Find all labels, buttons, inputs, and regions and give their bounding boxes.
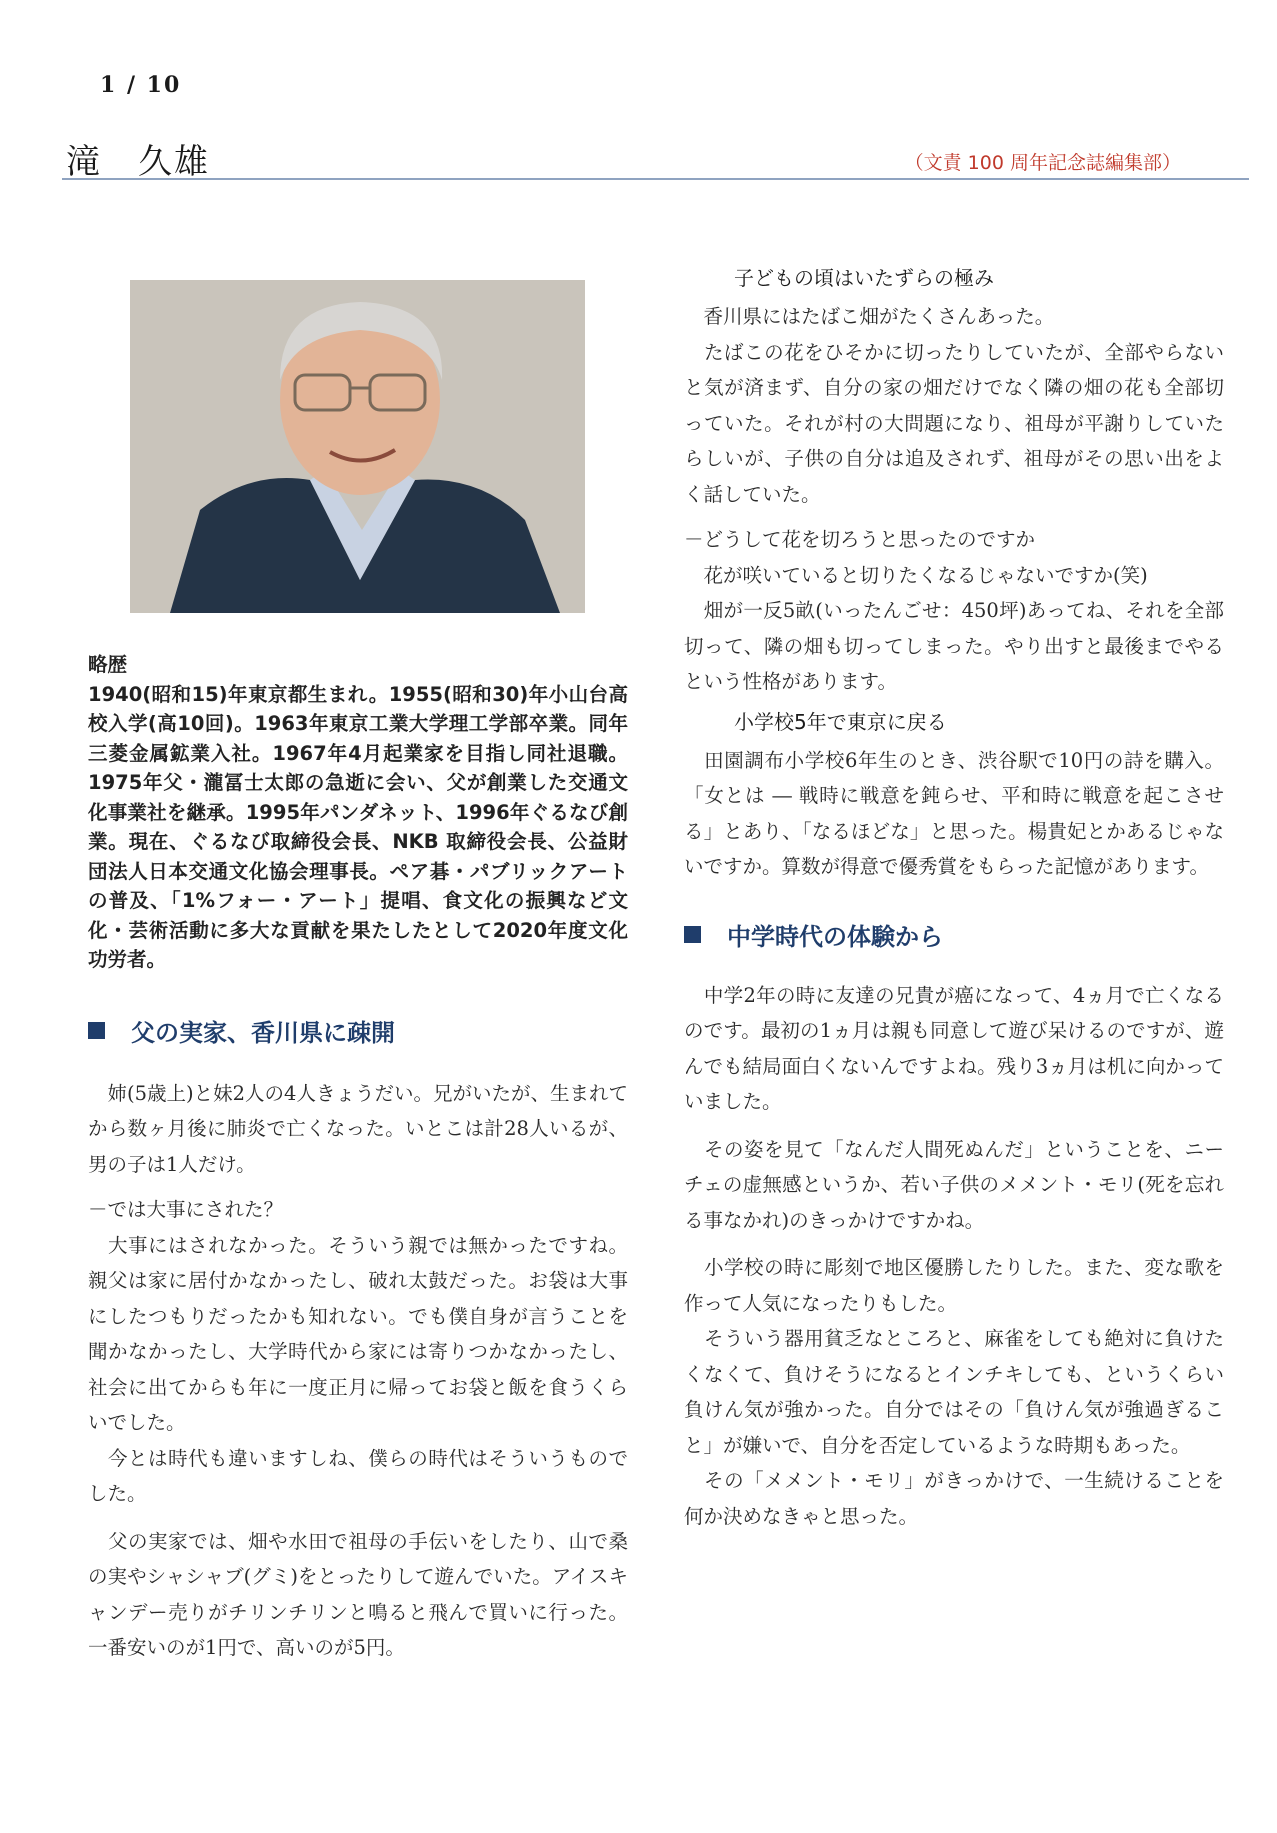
paragraph: その「メメント・モリ」がきっかけで、一生続けることを何か決めなきゃと思った。 [684, 1469, 1224, 1528]
bio-heading: 略歴 [88, 653, 128, 676]
question: －では大事にされた？ [88, 1198, 284, 1221]
section-heading-text: 父の実家、香川県に疎開 [131, 1018, 395, 1047]
left-column [88, 650, 628, 1666]
page-title: 滝 久雄 [66, 142, 210, 182]
square-bullet-icon [684, 926, 701, 943]
paragraph: 小学校の時に彫刻で地区優勝したりした。また、変な歌を作って人気になったりもした。 [684, 1256, 1224, 1315]
right-column [684, 262, 1224, 1534]
credit-line: （文責 100 周年記念誌編集部） [904, 152, 1181, 174]
header-rule [62, 178, 1249, 180]
bio-text: 1940(昭和15)年東京都生まれ。1955(昭和30)年小山台高校入学(高10回)。1963年東京工業大学理工学部卒業。同年三菱金属鉱業入社。1967年4月起業家を目指し同社退職。1975年父・瀧冨士太郎の急逝に会い、父が創業した交通文化事業社を継承。1995年パンダネット、1996年ぐるなび創業。現在、ぐるなび取締役会長、NKB 取締役会長、公益財団法人日本交通文化協会理事長。ペア碁・パブリックアートの普及、「1%フォー・アート」提唱、食文化の振興など文化・芸術活動に多大な貢献を果たしたとして2020年度文化功労者。 [88, 682, 628, 971]
square-bullet-icon [88, 1022, 105, 1039]
paragraph: 大事にはされなかった。そういう親では無かったですね。親父は家に居付かなかったし、破れ太鼓だった。お袋は大事にしたつもりだったかも知れない。でも僕自身が言うことを聞かなかったし、大学時代から家には寄りつかなかったし、社会に出てからも年に一度正月に帰ってお袋と飯を食うくらいでした。 [88, 1233, 628, 1434]
page-number: 1 / 10 [100, 72, 182, 98]
paragraph: 香川県にはたばこ畑がたくさんあった。 [684, 305, 1055, 328]
subheading-return-tokyo: 小学校5年で東京に戻る [734, 709, 947, 734]
portrait-photo [130, 280, 585, 613]
subheading-childhood: 子どもの頃はいたずらの極み [734, 266, 994, 290]
paragraph: 畑が一反5畝(いったんごせ：450坪)あってね、それを全部切って、隣の畑も切ってしまった。やり出すと最後までやるという性格があります。 [684, 599, 1224, 693]
paragraph: 姉(5歳上)と妹2人の4人きょうだい。兄がいたが、生まれてから数ヶ月後に肺炎で亡くなった。いとこは計28人いるが、男の子は1人だけ。 [88, 1081, 628, 1176]
paragraph: たばこの花をひそかに切ったりしていたが、全部やらないと気が済まず、自分の家の畑だけでなく隣の畑の花も全部切っていた。それが村の大問題になり、祖母が平謝りしていたらしいが、子供の自分は追及されず、祖母がその思い出をよく話していた。 [684, 340, 1224, 506]
section-heading-text: 中学時代の体験から [727, 922, 943, 951]
paragraph: そういう器用貧乏なところと、麻雀をしても絶対に負けたくなくて、負けそうになるとインチキしても、というくらい負けん気が強かった。自分ではその「負けん気が強過ぎること」が嫌いで、自分を否定しているような時期もあった。 [684, 1327, 1224, 1457]
paragraph: 花が咲いていると切りたくなるじゃないですか(笑) [684, 563, 1148, 587]
section-heading-junior-high [684, 917, 1224, 952]
paragraph: 父の実家では、畑や水田で祖母の手伝いをしたり、山で桑の実やシャシャブ(グミ)をとったりして遊んでいた。アイスキャンデー売りがチリンチリンと鳴ると飛んで買いに行った。一番安いのが1円で、高いのが5円。 [88, 1529, 628, 1659]
paragraph: その姿を見て「なんだ人間死ぬんだ」ということを、ニーチェの虚無感というか、若い子供のメメント・モリ(死を忘れる事なかれ)のきっかけですかね。 [684, 1137, 1224, 1232]
paragraph: 中学2年の時に友達の兄貴が癌になって、4ヵ月で亡くなるのです。最初の1ヵ月は親も同意して遊び呆けるのですが、遊んでも結局面白くないんですよね。残り3ヵ月は机に向かっていました。 [684, 983, 1224, 1113]
section-heading-evacuation [88, 1013, 628, 1048]
paragraph: 今とは時代も違いますしね、僕らの時代はそういうものでした。 [88, 1446, 628, 1505]
paragraph: 田園調布小学校6年生のとき、渋谷駅で10円の詩を購入。「女とは ― 戦時に戦意を鈍らせ、平和時に戦意を起こさせる」とあり、「なるほどな」と思った。楊貴妃とかあるじゃないですか。算数が得意で優秀賞をもらった記憶があります。 [684, 748, 1224, 878]
question: －どうして花を切ろうと思ったのですか [684, 528, 1036, 551]
